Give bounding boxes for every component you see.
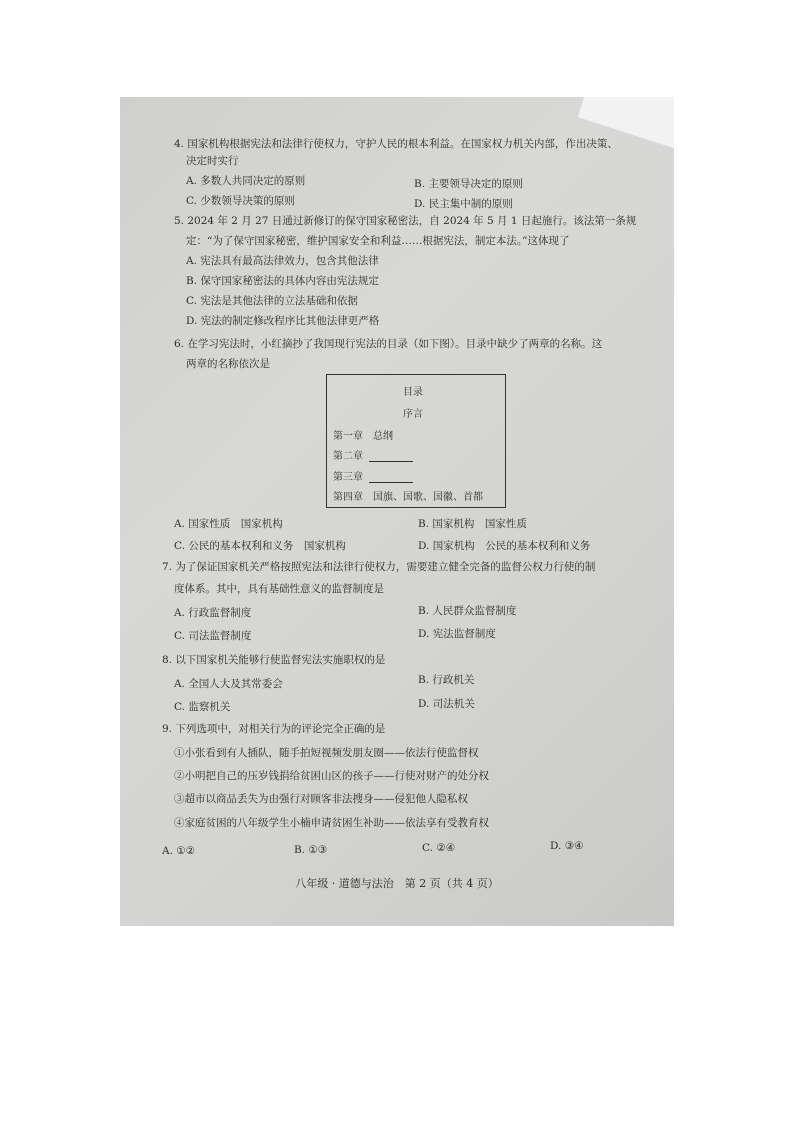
q9-option-a: A. ①② <box>162 845 196 857</box>
q6-option-c: C. 公民的基本权利和义务 国家机构 <box>174 540 346 552</box>
q6-stem-line1: 6. 在学习宪法时，小红摘抄了我国现行宪法的目录（如下图）。目录中缺少了两章的名称。这 <box>174 338 603 350</box>
q4-stem-line2: 决定时实行 <box>186 155 239 167</box>
q9-statement-1: ①小张看到有人插队，随手拍短视频发朋友圈——依法行使监督权 <box>174 747 479 759</box>
q7-option-d: D. 宪法监督制度 <box>418 628 496 640</box>
toc-chapter-3-label: 第三章 <box>333 472 363 483</box>
q8-option-c: C. 监察机关 <box>174 701 231 713</box>
q5-stem-line1: 5. 2024 年 2 月 27 日通过新修订的保守国家秘密法，自 2024 年 5 月 1 日起施行。该法第一条规 <box>174 215 637 227</box>
toc-title: 目录 <box>403 387 423 398</box>
toc-chapter-3 <box>333 468 413 483</box>
q5-option-a: A. 宪法具有最高法律效力，包含其他法律 <box>186 255 379 267</box>
q8-option-d: D. 司法机关 <box>418 698 475 710</box>
q4-option-b: B. 主要领导决定的原则 <box>414 178 523 190</box>
q6-option-d: D. 国家机构 公民的基本权利和义务 <box>418 540 591 552</box>
q5-option-d: D. 宪法的制定修改程序比其他法律更严格 <box>186 315 380 327</box>
toc-chapter-3-blank <box>369 473 413 483</box>
page-footer: 八年级 · 道德与法治 第 2 页（共 4 页） <box>295 877 499 890</box>
q9-option-d: D. ③④ <box>550 840 584 852</box>
q9-statement-4: ④家庭贫困的八年级学生小楠申请贫困生补助——依法享有受教育权 <box>174 817 489 829</box>
q9-option-b: B. ①③ <box>294 844 328 856</box>
q8-option-a: A. 全国人大及其常委会 <box>174 678 283 690</box>
q5-stem-line2: 定：“为了保守国家秘密，维护国家安全和利益……根据宪法，制定本法。”这体现了 <box>186 235 570 247</box>
q7-option-c: C. 司法监督制度 <box>174 630 252 642</box>
q9-statement-2: ②小明把自己的压岁钱捐给贫困山区的孩子——行使对财产的处分权 <box>174 770 489 782</box>
q6-option-a: A. 国家性质 国家机构 <box>174 518 283 530</box>
q7-stem-line2: 度体系。其中，具有基础性意义的监督制度是 <box>174 583 384 595</box>
exam-page-photo <box>120 97 674 926</box>
q7-option-a: A. 行政监督制度 <box>174 607 252 619</box>
q5-option-c: C. 宪法是其他法律的立法基础和依据 <box>186 295 358 307</box>
q8-option-b: B. 行政机关 <box>418 674 475 686</box>
q9-option-c: C. ②④ <box>422 842 456 854</box>
q8-stem-line1: 8. 以下国家机关能够行使监督宪法实施职权的是 <box>162 654 386 666</box>
q6-option-b: B. 国家机构 国家性质 <box>418 518 527 530</box>
toc-chapter-2-blank <box>369 452 413 462</box>
q4-option-c: C. 少数领导决策的原则 <box>186 195 295 207</box>
q4-option-a: A. 多数人共同决定的原则 <box>186 175 306 187</box>
q6-stem-line2: 两章的名称依次是 <box>186 358 270 370</box>
q9-stem-line1: 9. 下列选项中，对相关行为的评论完全正确的是 <box>162 723 386 735</box>
toc-chapter-1: 第一章 总纲 <box>333 431 393 442</box>
toc-chapter-4: 第四章 国旗、国歌、国徽、首都 <box>333 492 483 503</box>
q7-stem-line1: 7. 为了保证国家机关严格按照宪法和法律行使权力，需要建立健全完备的监督公权力行使的制 <box>162 561 596 573</box>
toc-preface: 序言 <box>403 409 423 420</box>
toc-chapter-2 <box>333 447 413 462</box>
constitution-toc-box <box>326 374 506 508</box>
q9-statement-3: ③超市以商品丢失为由强行对顾客非法搜身——侵犯他人隐私权 <box>174 793 468 805</box>
toc-chapter-2-label: 第二章 <box>333 451 363 462</box>
q7-option-b: B. 人民群众监督制度 <box>418 605 517 617</box>
q4-stem-line1: 4. 国家机构根据宪法和法律行使权力，守护人民的根本利益。在国家权力机关内部，作出决策、 <box>174 138 618 150</box>
q5-option-b: B. 保守国家秘密法的具体内容由宪法规定 <box>186 275 379 287</box>
q4-option-d: D. 民主集中制的原则 <box>414 198 513 210</box>
